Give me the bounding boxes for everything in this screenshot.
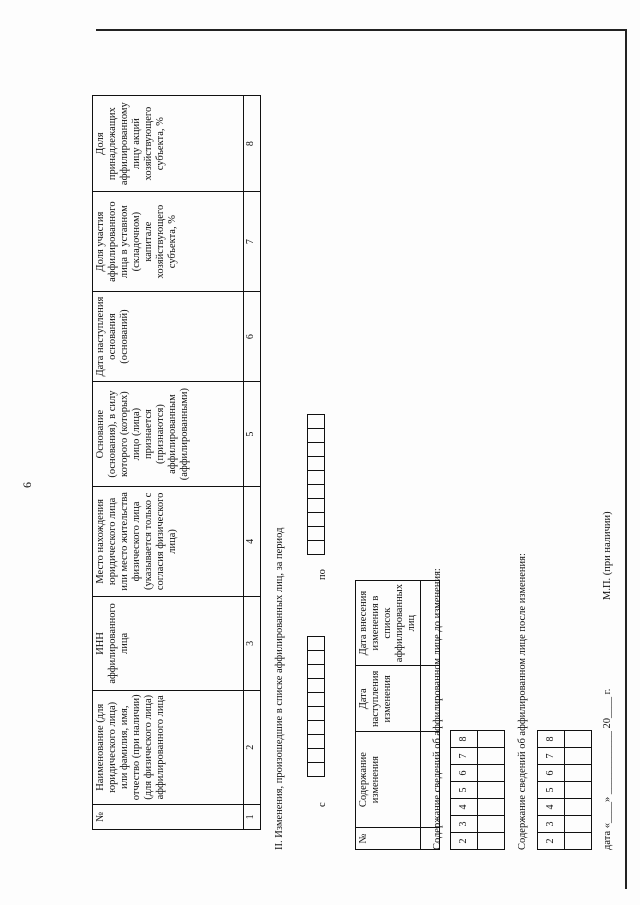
page-number: 6 xyxy=(20,482,34,488)
date-footer: дата «____» ____________ 20____ г. xyxy=(602,688,613,850)
after-change-label: Содержание сведений об аффилированном лице после изменения: xyxy=(517,553,528,850)
before-change-label: Содержание сведений об аффилированном лице до изменения: xyxy=(432,568,443,850)
header-share-capital: Доля участия аффилированного лица в уставном (складочном) капитале хозяйствующего субъекта, % xyxy=(93,192,244,292)
affiliated-persons-table xyxy=(92,95,261,830)
header-date: Дата наступления основания (оснований) xyxy=(93,291,244,381)
date-from-boxes xyxy=(307,637,325,777)
changes-header-content: Содержание изменения xyxy=(356,732,421,827)
section-ii-title: II. Изменения, произошедшие в списке аффилированных лиц, за период xyxy=(274,527,285,850)
before-change-table: 2 3 4 5 6 7 8 xyxy=(450,730,505,850)
period-to-label: по xyxy=(317,569,328,580)
changes-header-no: № xyxy=(356,827,421,849)
period-from-label: с xyxy=(317,802,328,807)
header-location: Место нахождения юридического лица или место жительства физического лица (указывается только с согласия физического лица) xyxy=(93,486,244,596)
header-inn: ИНН аффилированного лица xyxy=(93,596,244,690)
header-share-stocks: Доля принадлежащих аффилированному лицу акций хозяйствующего субъекта, % xyxy=(93,96,244,192)
changes-table xyxy=(355,580,440,850)
changes-header-entry-date: Дата внесения изменения в список аффилированных лиц xyxy=(356,581,421,666)
table-row: 1 2 3 4 5 6 7 8 xyxy=(244,96,261,830)
header-name: Наименование (для юридического лица) или фамилия, имя, отчество (при наличии) (для физического лица) аффилированного лица xyxy=(93,690,244,804)
date-to-boxes xyxy=(307,415,325,555)
header-basis: Основание (основания), в силу которого (которых) лицо (лица) признается (признаются) аффилированным (аффилированными) xyxy=(93,382,244,487)
header-no: № xyxy=(93,804,244,829)
changes-header-date: Дата наступления изменения xyxy=(356,666,421,732)
after-change-table: 2 3 4 5 6 7 8 xyxy=(537,730,592,850)
stamp-footer: М.П. (при наличии) xyxy=(602,511,613,600)
